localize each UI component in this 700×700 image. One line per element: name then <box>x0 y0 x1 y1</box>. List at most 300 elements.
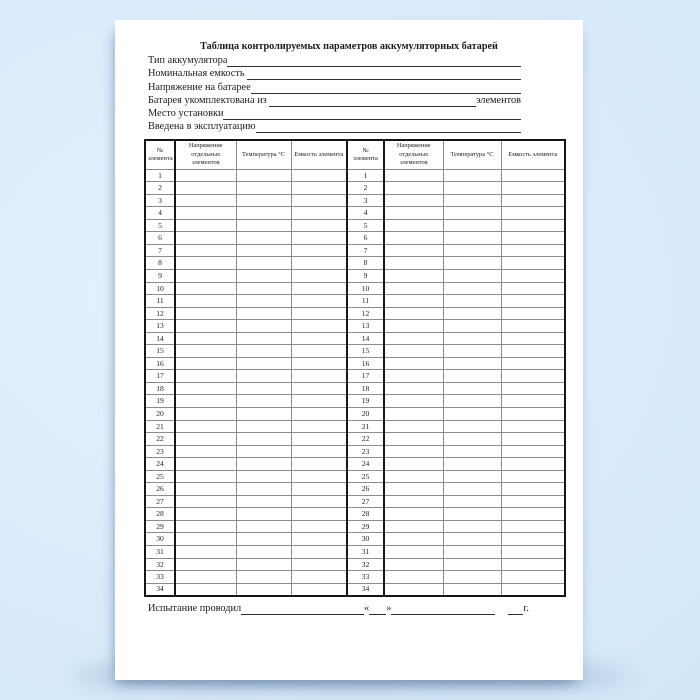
data-cell <box>291 270 347 283</box>
row-number-cell: 3 <box>145 194 175 207</box>
row-number-cell: 9 <box>145 270 175 283</box>
data-cell <box>443 270 501 283</box>
data-cell <box>291 495 347 508</box>
data-cell <box>236 219 291 232</box>
field-label: Тип аккумулятора <box>148 55 228 67</box>
row-number-cell: 32 <box>347 558 384 571</box>
data-cell <box>384 270 443 283</box>
table-row <box>145 370 565 383</box>
field-battery-voltage <box>148 80 521 93</box>
field-commissioning-date <box>148 120 521 133</box>
row-number-cell: 17 <box>145 370 175 383</box>
table-row <box>145 207 565 220</box>
row-number-cell: 32 <box>145 558 175 571</box>
row-number-cell: 1 <box>145 169 175 182</box>
row-number-cell: 6 <box>145 232 175 245</box>
data-cell <box>384 370 443 383</box>
data-cell <box>384 395 443 408</box>
data-cell <box>291 382 347 395</box>
col-header-individual-cell-voltage: Напряжение отдельных элементов <box>175 140 236 169</box>
row-number-cell: 5 <box>145 219 175 232</box>
table-row <box>145 445 565 458</box>
row-number-cell: 13 <box>347 320 384 333</box>
data-cell <box>175 169 236 182</box>
data-cell <box>236 370 291 383</box>
data-cell <box>501 520 565 533</box>
data-cell <box>501 458 565 471</box>
data-cell <box>501 307 565 320</box>
data-cell <box>501 320 565 333</box>
data-cell <box>175 483 236 496</box>
year-blank-line <box>508 605 523 615</box>
row-number-cell: 16 <box>145 357 175 370</box>
data-cell <box>236 445 291 458</box>
row-number-cell: 34 <box>145 583 175 596</box>
row-number-cell: 7 <box>347 244 384 257</box>
row-number-cell: 25 <box>145 470 175 483</box>
form-page <box>115 20 583 680</box>
row-number-cell: 25 <box>347 470 384 483</box>
data-cell <box>384 332 443 345</box>
data-cell <box>384 533 443 546</box>
row-number-cell: 8 <box>347 257 384 270</box>
data-cell <box>501 345 565 358</box>
data-cell <box>175 445 236 458</box>
data-cell <box>236 458 291 471</box>
row-number-cell: 4 <box>145 207 175 220</box>
data-cell <box>175 546 236 559</box>
data-cell <box>384 583 443 596</box>
data-cell <box>384 433 443 446</box>
data-cell <box>443 345 501 358</box>
table-row <box>145 257 565 270</box>
data-cell <box>236 307 291 320</box>
data-cell <box>291 282 347 295</box>
data-cell <box>501 169 565 182</box>
row-number-cell: 23 <box>347 445 384 458</box>
data-cell <box>501 282 565 295</box>
battery-parameters-table <box>144 139 566 597</box>
row-number-cell: 8 <box>145 257 175 270</box>
data-cell <box>443 382 501 395</box>
data-cell <box>443 219 501 232</box>
data-cell <box>384 345 443 358</box>
data-cell <box>291 420 347 433</box>
data-cell <box>236 282 291 295</box>
field-accumulator-type <box>148 54 521 67</box>
data-cell <box>175 395 236 408</box>
row-number-cell: 11 <box>145 295 175 308</box>
row-number-cell: 20 <box>347 408 384 421</box>
data-cell <box>291 408 347 421</box>
data-cell <box>236 533 291 546</box>
data-cell <box>175 345 236 358</box>
table-row <box>145 345 565 358</box>
table-row <box>145 495 565 508</box>
data-cell <box>291 207 347 220</box>
data-cell <box>443 571 501 584</box>
data-cell <box>501 408 565 421</box>
row-number-cell: 29 <box>145 520 175 533</box>
data-cell <box>291 508 347 521</box>
row-number-cell: 24 <box>145 458 175 471</box>
data-cell <box>291 232 347 245</box>
data-cell <box>384 382 443 395</box>
data-cell <box>291 169 347 182</box>
col-header-element-number: № элемента <box>347 140 384 169</box>
table-row <box>145 382 565 395</box>
data-cell <box>291 194 347 207</box>
table-row <box>145 182 565 195</box>
data-cell <box>443 458 501 471</box>
data-cell <box>501 571 565 584</box>
data-cell <box>291 520 347 533</box>
table-row <box>145 470 565 483</box>
data-cell <box>501 433 565 446</box>
col-header-temperature: Температура °С <box>236 140 291 169</box>
data-cell <box>175 495 236 508</box>
data-cell <box>291 219 347 232</box>
data-cell <box>291 558 347 571</box>
row-number-cell: 20 <box>145 408 175 421</box>
data-cell <box>175 571 236 584</box>
row-number-cell: 12 <box>145 307 175 320</box>
data-cell <box>236 395 291 408</box>
data-cell <box>236 295 291 308</box>
data-cell <box>291 295 347 308</box>
data-cell <box>443 257 501 270</box>
row-number-cell: 19 <box>145 395 175 408</box>
data-cell <box>291 182 347 195</box>
data-cell <box>384 458 443 471</box>
field-cell-count <box>148 94 521 107</box>
data-cell <box>501 420 565 433</box>
data-cell <box>384 445 443 458</box>
data-cell <box>291 445 347 458</box>
data-cell <box>384 307 443 320</box>
data-cell <box>443 320 501 333</box>
data-cell <box>384 320 443 333</box>
data-cell <box>384 520 443 533</box>
row-number-cell: 17 <box>347 370 384 383</box>
data-cell <box>443 357 501 370</box>
row-number-cell: 21 <box>347 420 384 433</box>
data-cell <box>236 483 291 496</box>
data-cell <box>443 558 501 571</box>
table-row <box>145 232 565 245</box>
data-cell <box>236 470 291 483</box>
data-cell <box>175 458 236 471</box>
data-cell <box>291 332 347 345</box>
table-row <box>145 270 565 283</box>
row-number-cell: 2 <box>145 182 175 195</box>
row-number-cell: 28 <box>347 508 384 521</box>
data-cell <box>501 232 565 245</box>
table-row <box>145 395 565 408</box>
table-row <box>145 546 565 559</box>
data-cell <box>236 332 291 345</box>
data-cell <box>501 207 565 220</box>
data-cell <box>175 182 236 195</box>
data-cell <box>236 583 291 596</box>
data-cell <box>443 295 501 308</box>
data-cell <box>384 244 443 257</box>
data-cell <box>443 483 501 496</box>
open-quote: « <box>364 602 370 614</box>
row-number-cell: 12 <box>347 307 384 320</box>
row-number-cell: 27 <box>145 495 175 508</box>
data-cell <box>236 194 291 207</box>
row-number-cell: 21 <box>145 420 175 433</box>
data-cell <box>291 320 347 333</box>
data-cell <box>384 357 443 370</box>
data-cell <box>175 257 236 270</box>
data-cell <box>384 182 443 195</box>
table-row <box>145 320 565 333</box>
table-row <box>145 520 565 533</box>
data-cell <box>443 495 501 508</box>
col-header-element-number: № элемента <box>145 140 175 169</box>
data-cell <box>443 307 501 320</box>
row-number-cell: 19 <box>347 395 384 408</box>
table-row <box>145 169 565 182</box>
data-cell <box>175 357 236 370</box>
row-number-cell: 9 <box>347 270 384 283</box>
data-cell <box>291 483 347 496</box>
table-row <box>145 533 565 546</box>
row-number-cell: 24 <box>347 458 384 471</box>
row-number-cell: 15 <box>347 345 384 358</box>
data-cell <box>501 332 565 345</box>
row-number-cell: 28 <box>145 508 175 521</box>
data-cell <box>175 382 236 395</box>
data-cell <box>384 420 443 433</box>
data-cell <box>443 282 501 295</box>
data-cell <box>501 558 565 571</box>
data-cell <box>443 445 501 458</box>
table-row <box>145 282 565 295</box>
table-row <box>145 483 565 496</box>
table-row <box>145 219 565 232</box>
data-cell <box>175 270 236 283</box>
data-cell <box>501 194 565 207</box>
data-cell <box>501 357 565 370</box>
row-number-cell: 27 <box>347 495 384 508</box>
data-cell <box>443 244 501 257</box>
data-cell <box>236 207 291 220</box>
data-cell <box>236 182 291 195</box>
data-cell <box>443 520 501 533</box>
data-cell <box>236 244 291 257</box>
row-number-cell: 31 <box>145 546 175 559</box>
data-cell <box>501 382 565 395</box>
data-cell <box>384 508 443 521</box>
data-cell <box>291 345 347 358</box>
data-cell <box>443 194 501 207</box>
data-cell <box>291 583 347 596</box>
data-cell <box>501 508 565 521</box>
row-number-cell: 30 <box>347 533 384 546</box>
data-cell <box>443 433 501 446</box>
row-number-cell: 3 <box>347 194 384 207</box>
data-cell <box>384 408 443 421</box>
row-number-cell: 26 <box>347 483 384 496</box>
data-cell <box>236 408 291 421</box>
row-number-cell: 18 <box>347 382 384 395</box>
footer-label: Испытание проводил <box>148 602 242 614</box>
table-row <box>145 408 565 421</box>
col-header-individual-cell-voltage: Напряжение отдельных элементов <box>384 140 443 169</box>
form-fields <box>148 54 521 133</box>
col-header-cell-capacity: Емкость элемента <box>291 140 347 169</box>
data-cell <box>236 345 291 358</box>
table-row <box>145 508 565 521</box>
data-cell <box>236 571 291 584</box>
data-cell <box>236 270 291 283</box>
data-cell <box>443 546 501 559</box>
data-cell <box>443 395 501 408</box>
data-cell <box>501 244 565 257</box>
field-suffix: элементов <box>476 94 521 106</box>
data-cell <box>384 207 443 220</box>
data-cell <box>384 295 443 308</box>
data-cell <box>175 370 236 383</box>
data-cell <box>236 382 291 395</box>
data-cell <box>175 583 236 596</box>
table-row <box>145 357 565 370</box>
row-number-cell: 6 <box>347 232 384 245</box>
data-cell <box>175 433 236 446</box>
row-number-cell: 33 <box>145 571 175 584</box>
data-cell <box>175 408 236 421</box>
row-number-cell: 4 <box>347 207 384 220</box>
year-suffix: г. <box>523 602 529 614</box>
data-cell <box>175 232 236 245</box>
data-cell <box>501 533 565 546</box>
row-number-cell: 5 <box>347 219 384 232</box>
form-title: Таблица контролируемых параметров аккумуляторных батарей <box>200 41 498 52</box>
data-cell <box>443 182 501 195</box>
blank-line <box>256 123 521 133</box>
close-quote: » <box>386 602 392 614</box>
data-cell <box>291 470 347 483</box>
data-cell <box>236 495 291 508</box>
data-cell <box>291 357 347 370</box>
field-installation-place <box>148 107 521 120</box>
data-cell <box>384 282 443 295</box>
table-row <box>145 583 565 596</box>
data-cell <box>175 307 236 320</box>
row-number-cell: 18 <box>145 382 175 395</box>
data-cell <box>175 520 236 533</box>
data-cell <box>236 433 291 446</box>
row-number-cell: 22 <box>347 433 384 446</box>
data-cell <box>501 295 565 308</box>
table-row <box>145 571 565 584</box>
data-cell <box>443 332 501 345</box>
data-cell <box>175 558 236 571</box>
table-row <box>145 332 565 345</box>
data-cell <box>384 571 443 584</box>
row-number-cell: 11 <box>347 295 384 308</box>
table-row <box>145 244 565 257</box>
field-label: Батарея укомплектована из <box>148 94 270 106</box>
row-number-cell: 15 <box>145 345 175 358</box>
data-cell <box>501 483 565 496</box>
row-number-cell: 33 <box>347 571 384 584</box>
data-cell <box>236 169 291 182</box>
data-cell <box>291 307 347 320</box>
blank-line <box>223 110 521 120</box>
data-cell <box>501 495 565 508</box>
data-cell <box>501 395 565 408</box>
data-cell <box>501 370 565 383</box>
row-number-cell: 10 <box>145 282 175 295</box>
data-cell <box>384 483 443 496</box>
data-cell <box>443 370 501 383</box>
data-cell <box>443 470 501 483</box>
row-number-cell: 31 <box>347 546 384 559</box>
data-cell <box>236 508 291 521</box>
data-cell <box>175 420 236 433</box>
row-number-cell: 13 <box>145 320 175 333</box>
table-row <box>145 194 565 207</box>
row-number-cell: 29 <box>347 520 384 533</box>
data-cell <box>175 533 236 546</box>
data-cell <box>236 320 291 333</box>
data-cell <box>175 194 236 207</box>
data-cell <box>236 357 291 370</box>
row-number-cell: 2 <box>347 182 384 195</box>
row-number-cell: 7 <box>145 244 175 257</box>
table-row <box>145 307 565 320</box>
blank-line <box>269 97 476 107</box>
data-cell <box>291 244 347 257</box>
signature-blank-line <box>241 605 364 615</box>
row-number-cell: 23 <box>145 445 175 458</box>
col-header-cell-capacity: Емкость элемента <box>501 140 565 169</box>
table-row <box>145 458 565 471</box>
data-cell <box>291 546 347 559</box>
table-row <box>145 558 565 571</box>
field-label: Напряжение на батарее <box>148 81 251 93</box>
blank-line <box>247 70 521 80</box>
field-nominal-capacity <box>148 67 521 80</box>
data-cell <box>175 207 236 220</box>
data-cell <box>501 257 565 270</box>
blank-line <box>251 84 521 94</box>
data-cell <box>291 433 347 446</box>
data-cell <box>501 445 565 458</box>
data-cell <box>236 520 291 533</box>
row-number-cell: 14 <box>145 332 175 345</box>
row-number-cell: 10 <box>347 282 384 295</box>
row-number-cell: 22 <box>145 433 175 446</box>
data-cell <box>384 558 443 571</box>
data-cell <box>175 219 236 232</box>
data-cell <box>443 207 501 220</box>
row-number-cell: 16 <box>347 357 384 370</box>
col-header-temperature: Температура °С <box>443 140 501 169</box>
data-cell <box>501 546 565 559</box>
data-cell <box>384 546 443 559</box>
data-cell <box>236 546 291 559</box>
data-cell <box>291 395 347 408</box>
data-cell <box>443 533 501 546</box>
month-blank-line <box>391 605 495 615</box>
data-cell <box>291 571 347 584</box>
blank-line <box>227 57 521 67</box>
